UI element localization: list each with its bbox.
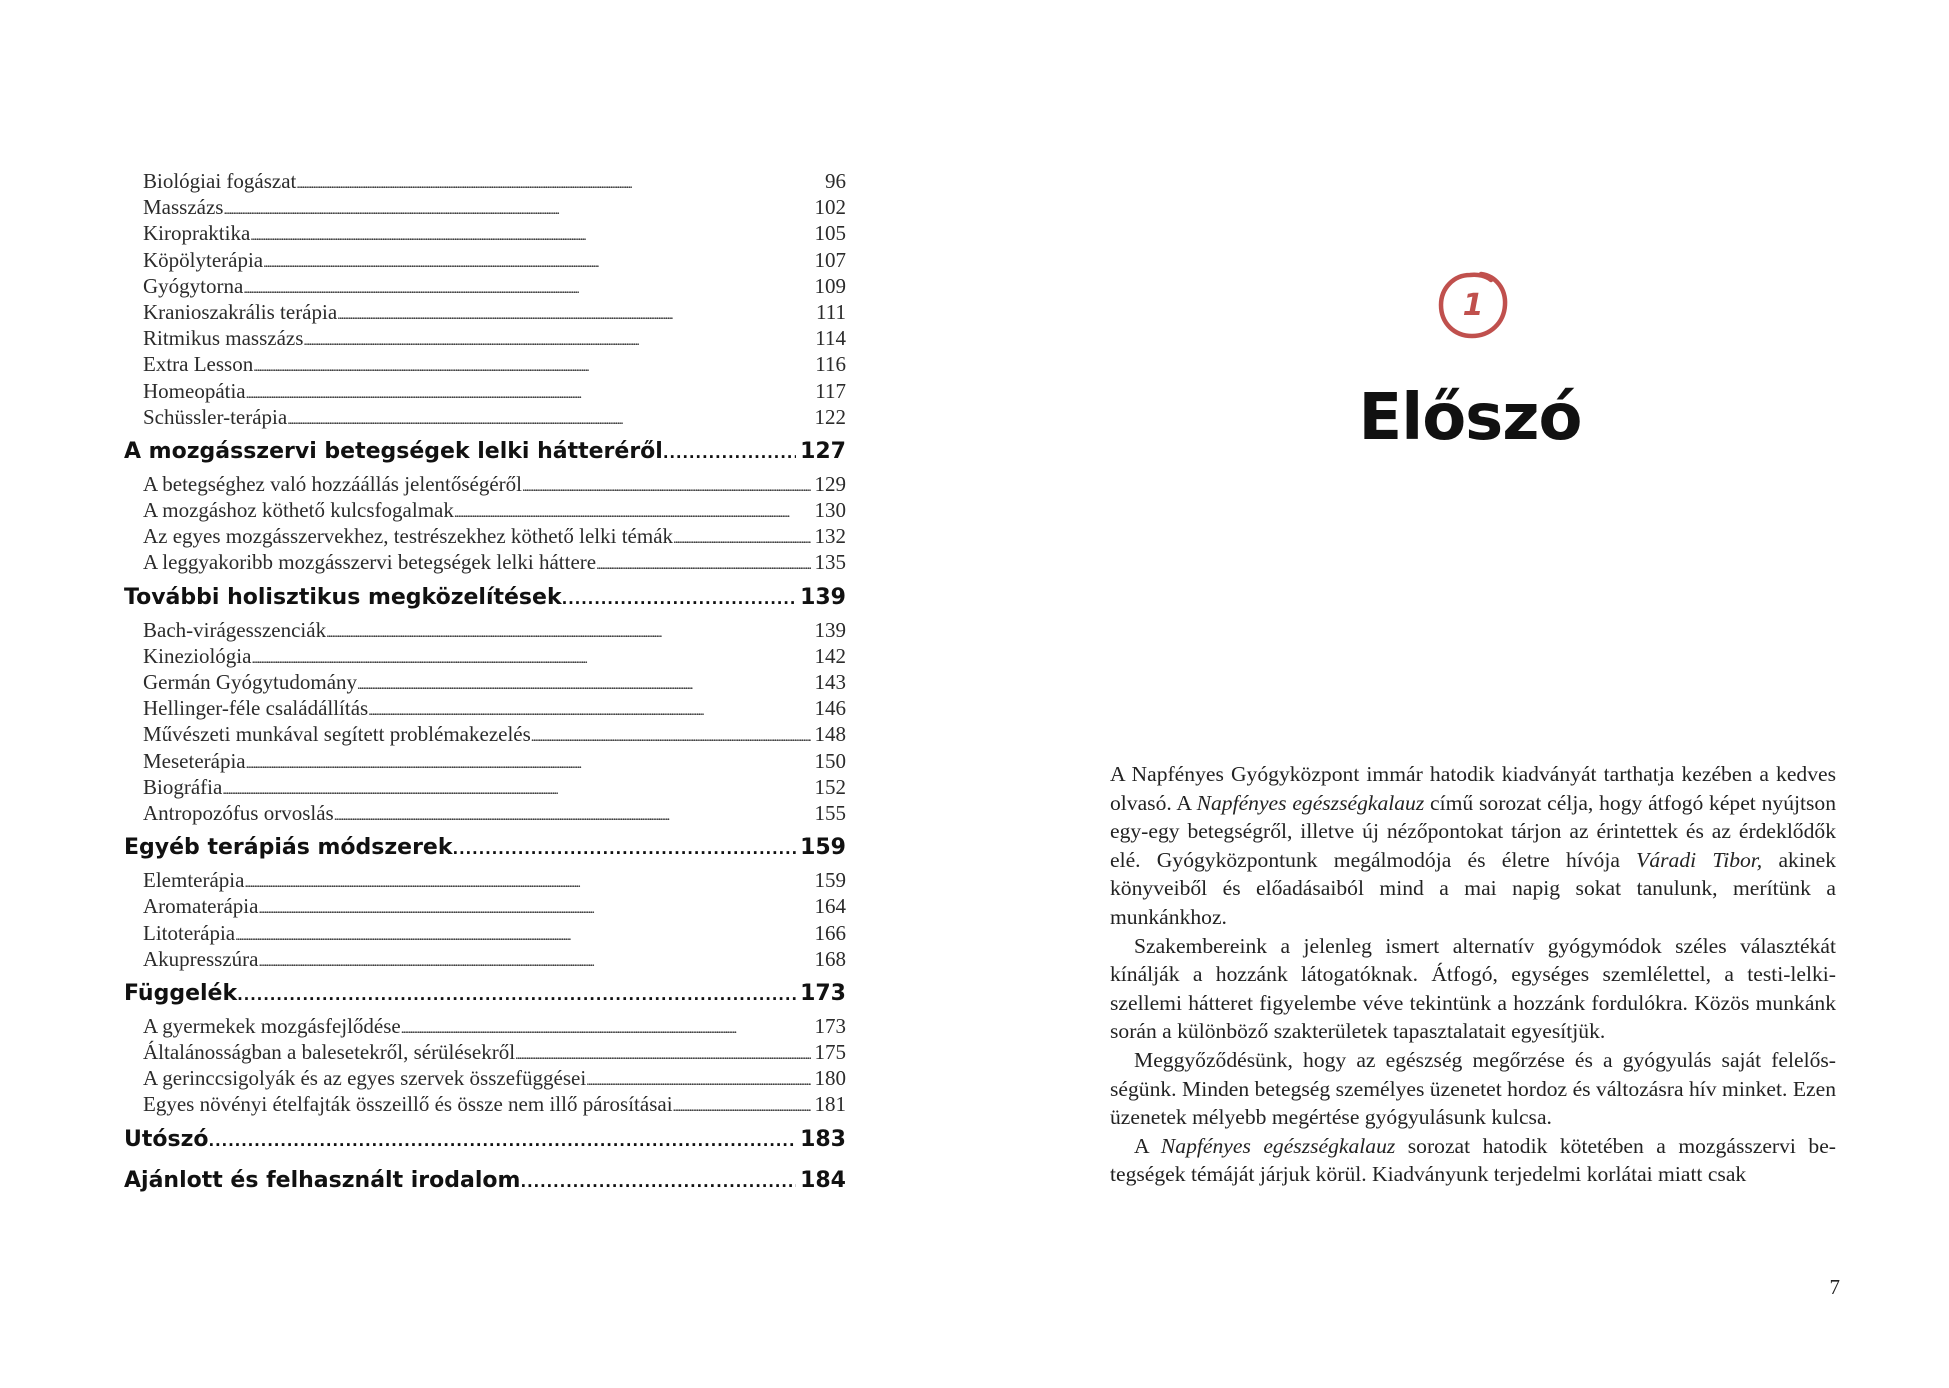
toc-page-number: 152: [814, 774, 846, 799]
toc-page-number: 139: [814, 617, 846, 642]
toc-entry: [124, 617, 846, 643]
dot-leader: [596, 549, 810, 579]
toc-title: Egyes növényi ételfajták összeillő és össze nem illő párosításai: [143, 1092, 673, 1117]
toc-entry: [124, 920, 846, 946]
toc-section-heading: [124, 1118, 846, 1159]
toc-title: A mozgáshoz köthető kulcsfogalmak: [143, 498, 454, 523]
toc-title: A mozgásszervi betegségek lelki hátteréről: [124, 438, 663, 464]
toc-page-number: 159: [814, 868, 846, 893]
toc-page-number: 184: [800, 1167, 846, 1193]
toc-title: Litoterápia: [143, 920, 236, 945]
toc-title: A leggyakoribb mozgásszervi betegségek lelki háttere: [143, 550, 597, 575]
table-of-contents: [124, 168, 846, 1200]
toc-title: Hellinger-féle családállítás: [143, 696, 369, 721]
toc-page-number: 143: [814, 670, 846, 694]
dot-leader: [237, 975, 796, 1014]
toc-title: Kiropraktika: [143, 221, 251, 246]
toc-section-heading: [124, 972, 846, 1013]
toc-title: Az egyes mozgásszervekhez, testrészekhez köthető lelki témák: [143, 524, 674, 549]
toc-page-number: 107: [814, 247, 846, 272]
toc-entry: [124, 549, 846, 575]
toc-entry: [124, 721, 846, 747]
toc-title: Schüssler-terápia: [143, 404, 288, 429]
dot-leader: [209, 1121, 797, 1160]
toc-title: Függelék: [124, 980, 238, 1006]
toc-entry: [124, 273, 846, 299]
toc-page-number: 122: [814, 404, 846, 429]
toc-entry: [124, 800, 846, 826]
toc-page-number: 111: [816, 299, 846, 324]
toc-entry: [124, 378, 846, 404]
toc-entry: [124, 1091, 846, 1117]
toc-title: Ritmikus masszázs: [143, 326, 304, 351]
toc-title: Utószó: [124, 1126, 209, 1152]
chapter-number: 1: [1462, 288, 1484, 323]
toc-section-heading: [124, 826, 846, 867]
toc-entry: [124, 497, 846, 523]
toc-page-number: 130: [814, 498, 846, 523]
toc-page-number: 166: [814, 920, 846, 945]
toc-page-number: 114: [815, 326, 846, 351]
toc-page-number: 96: [825, 169, 846, 193]
toc-page-number: 164: [814, 894, 846, 919]
toc-page-number: 127: [800, 438, 846, 464]
toc-entry: [124, 194, 846, 220]
toc-page-number: 109: [814, 273, 846, 298]
toc-page-number: 173: [800, 980, 846, 1006]
toc-page-number: 142: [814, 643, 846, 668]
toc-entry: [124, 669, 846, 695]
toc-page-number: 102: [814, 195, 846, 220]
toc-section-heading: [124, 430, 846, 471]
toc-title: Egyéb terápiás módszerek: [124, 835, 453, 861]
toc-title: Akupresszúra: [143, 946, 259, 971]
toc-entry: [124, 1065, 846, 1091]
body-text: [1110, 760, 1836, 1189]
dot-leader: [287, 404, 810, 434]
toc-section-heading: [124, 1159, 846, 1200]
toc-page-number: 146: [814, 696, 846, 721]
toc-entry: [124, 695, 846, 721]
toc-page-number: 168: [814, 946, 846, 971]
toc-page-number: 181: [814, 1092, 846, 1117]
toc-entry: [124, 404, 846, 430]
toc-title: Extra Lesson: [143, 352, 254, 377]
toc-page-number: 159: [800, 835, 846, 861]
dot-leader: [520, 1162, 796, 1201]
page-number: 7: [1829, 1275, 1840, 1299]
toc-entry: [124, 893, 846, 919]
toc-page-number: 105: [814, 221, 846, 246]
toc-entry: [124, 867, 846, 893]
toc-page-number: 155: [814, 800, 846, 825]
toc-entry: [124, 1039, 846, 1065]
toc-title: További holisztikus megközelítések: [124, 584, 562, 610]
toc-page-number: 116: [815, 352, 846, 377]
toc-section-heading: [124, 576, 846, 617]
toc-entry: [124, 351, 846, 377]
paragraph-2: Szakembereink a jelenleg ismert alternatív gyógymódok széles választékát kínálják a hozzánk látogatóknak. Átfogó, egységes szemlélettel, a testi-lelki-szellemi hátteret figyelembe véve tekintünk a hozzánk fordulókra. Közös munkánk során a különböző szakterületek tapasztalatait egyesítjük.: [1110, 933, 1836, 1044]
toc-page-number: 175: [814, 1040, 846, 1065]
toc-page-number: 117: [815, 378, 846, 403]
toc-title: Kineziológia: [143, 643, 252, 668]
toc-entry: [124, 247, 846, 273]
toc-title: Ajánlott és felhasznált irodalom: [124, 1167, 521, 1193]
toc-title: Masszázs: [143, 195, 224, 220]
toc-page-number: 150: [814, 748, 846, 773]
toc-title: Általánosságban a balesetekről, sérülésekről: [143, 1040, 516, 1065]
toc-page-number: 139: [800, 584, 846, 610]
toc-entry: [124, 946, 846, 972]
toc-title: A gerinccsigolyák és az egyes szervek összefüggései: [143, 1066, 587, 1091]
dot-leader: [452, 829, 796, 868]
dot-leader: [663, 433, 796, 472]
chapter-title: Előszó: [1358, 381, 1582, 455]
toc-page-number: 132: [814, 524, 846, 549]
dot-leader: [562, 579, 796, 618]
toc-page-number: 180: [814, 1066, 846, 1091]
toc-entry: [124, 748, 846, 774]
toc-title: Bach-virágesszenciák: [143, 617, 327, 642]
toc-title: A gyermekek mozgásfejlődése: [143, 1013, 401, 1038]
toc-title: Germán Gyógytudomány: [143, 670, 358, 694]
toc-title: Kranioszakrális terápia: [143, 299, 338, 324]
paragraph-4: A Napfényes egészségkalauz sorozat hatodik kötetében a mozgásszervi betegségek témáját járjuk körül. Kiadványunk terjedelmi korlátai miatt csak: [1110, 1133, 1836, 1187]
toc-entry: [124, 774, 846, 800]
toc-title: Antropozófus orvoslás: [143, 800, 334, 825]
toc-entry: [124, 1013, 846, 1039]
toc-page-number: 129: [814, 471, 846, 496]
toc-entry: [124, 643, 846, 669]
toc-page-number: 135: [814, 550, 846, 575]
toc-title: Homeopátia: [143, 378, 246, 403]
toc-title: Elemterápia: [143, 868, 245, 893]
toc-title: Biográfia: [143, 774, 223, 799]
dot-leader: [673, 1091, 811, 1121]
toc-title: Meseterápia: [143, 748, 246, 773]
toc-page-number: 148: [814, 722, 846, 747]
toc-entry: [124, 325, 846, 351]
dot-leader: [258, 946, 810, 976]
paragraph-1: A Napfényes Gyógyközpont immár hatodik kiadványát tarthatja kezében a kedves olvasó. A Napfényes egészségkalauz című sorozat célja, hogy átfogó képet nyújtson egy-egy betegségről, illetve új nézőpontokat tárjon az érintettek és az érdeklődők elé. Gyógyközpontunk megálmodója és életre hívója Váradi Tibor, akinek könyveiből és előadásaiból mind a mai napig sokat tanulunk, merítünk a munkánkhoz.: [1110, 762, 1836, 929]
toc-entry: [124, 299, 846, 325]
toc-page-number: 183: [800, 1126, 846, 1152]
chapter-number-badge: [1434, 267, 1512, 343]
paragraph-3: Meggyőződésünk, hogy az egészség megőrzése és a gyógyulás saját felelősségünk. Minden betegség személyes üzenetet hordoz és változásra hív minket. Ezen üzenetek mélyebb megértése gyógyulásunk kulcsa.: [1110, 1047, 1836, 1130]
dot-leader: [334, 800, 811, 830]
toc-title: Köpölyterápia: [143, 247, 264, 272]
toc-title: A betegséghez való hozzáállás jelentőségéről: [143, 471, 523, 496]
toc-entry: [124, 471, 846, 497]
toc-title: Biológiai fogászat: [143, 169, 297, 193]
toc-page-number: 173: [814, 1013, 846, 1038]
toc-title: Gyógytorna: [143, 273, 244, 298]
toc-title: Művészeti munkával segített problémakezelés: [143, 722, 531, 747]
toc-entry: [124, 523, 846, 549]
toc-entry: [124, 168, 846, 194]
toc-title: Aromaterápia: [143, 894, 259, 919]
toc-entry: [124, 220, 846, 246]
